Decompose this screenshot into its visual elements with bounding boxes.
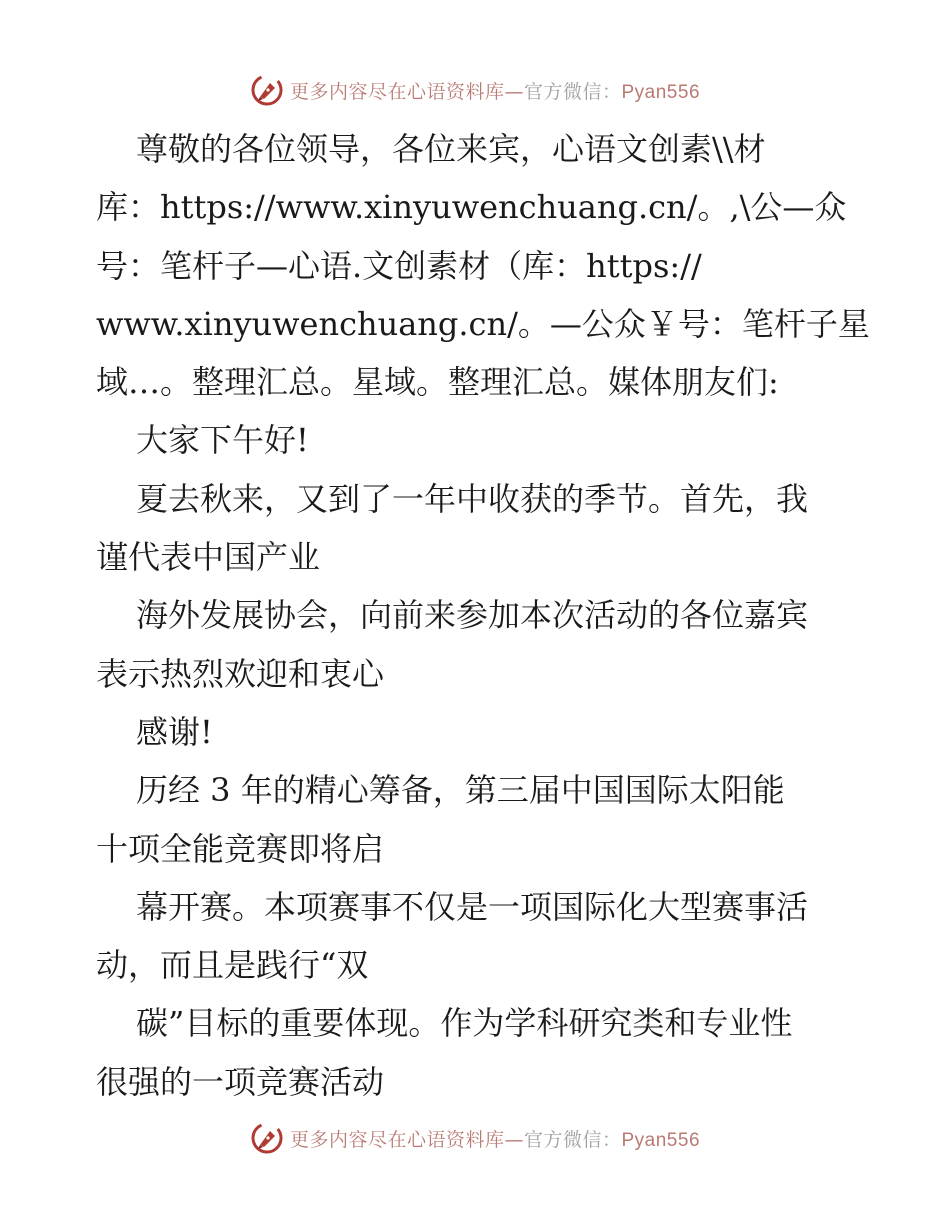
body-line: 库：https://www.xinyuwenchuang.cn/。,\公—众	[96, 188, 847, 227]
header-text: 更多内容尽在心语资料库—官方微信：Pyan556	[289, 80, 701, 103]
document-body	[96, 120, 870, 1111]
body-line: 号：笔杆子—心语.文创素材（库：https://	[96, 246, 702, 285]
body-line: 域…。整理汇总。星域。整理汇总。媒体朋友们:	[96, 363, 779, 402]
body-line: 碳”目标的重要体现。作为学科研究类和专业性	[136, 1004, 793, 1043]
body-line: 海外发展协会，向前来参加本次活动的各位嘉宾	[136, 596, 809, 635]
body-line: 尊敬的各位领导，各位来宾，心语文创素\\材	[136, 130, 766, 168]
body-line: 谨代表中国产业	[96, 538, 321, 577]
body-line: 表示热烈欢迎和衷心	[96, 654, 385, 693]
body-line: www.xinyuwenchuang.cn/。—公众￥号：笔杆子星	[96, 304, 870, 343]
body-line: 感谢!	[136, 712, 213, 751]
header-watermark	[0, 70, 950, 110]
footer-watermark	[0, 1118, 950, 1158]
body-line: 动，而且是践行“双	[96, 946, 369, 985]
pen-nib-logo-icon	[250, 73, 284, 107]
body-line: 历经 3 年的精心筹备，第三届中国国际太阳能	[136, 771, 785, 810]
body-line: 十项全能竞赛即将启	[96, 829, 385, 868]
body-line: 很强的一项竞赛活动	[96, 1062, 385, 1101]
body-line: 大家下午好!	[136, 421, 309, 460]
body-line: 幕开赛。本项赛事不仅是一项国际化大型赛事活	[136, 887, 809, 926]
footer-text: 更多内容尽在心语资料库—官方微信：Pyan556	[289, 1128, 701, 1151]
body-line: 夏去秋来，又到了一年中收获的季节。首先，我	[136, 479, 809, 518]
pen-nib-logo-icon	[250, 1121, 284, 1155]
